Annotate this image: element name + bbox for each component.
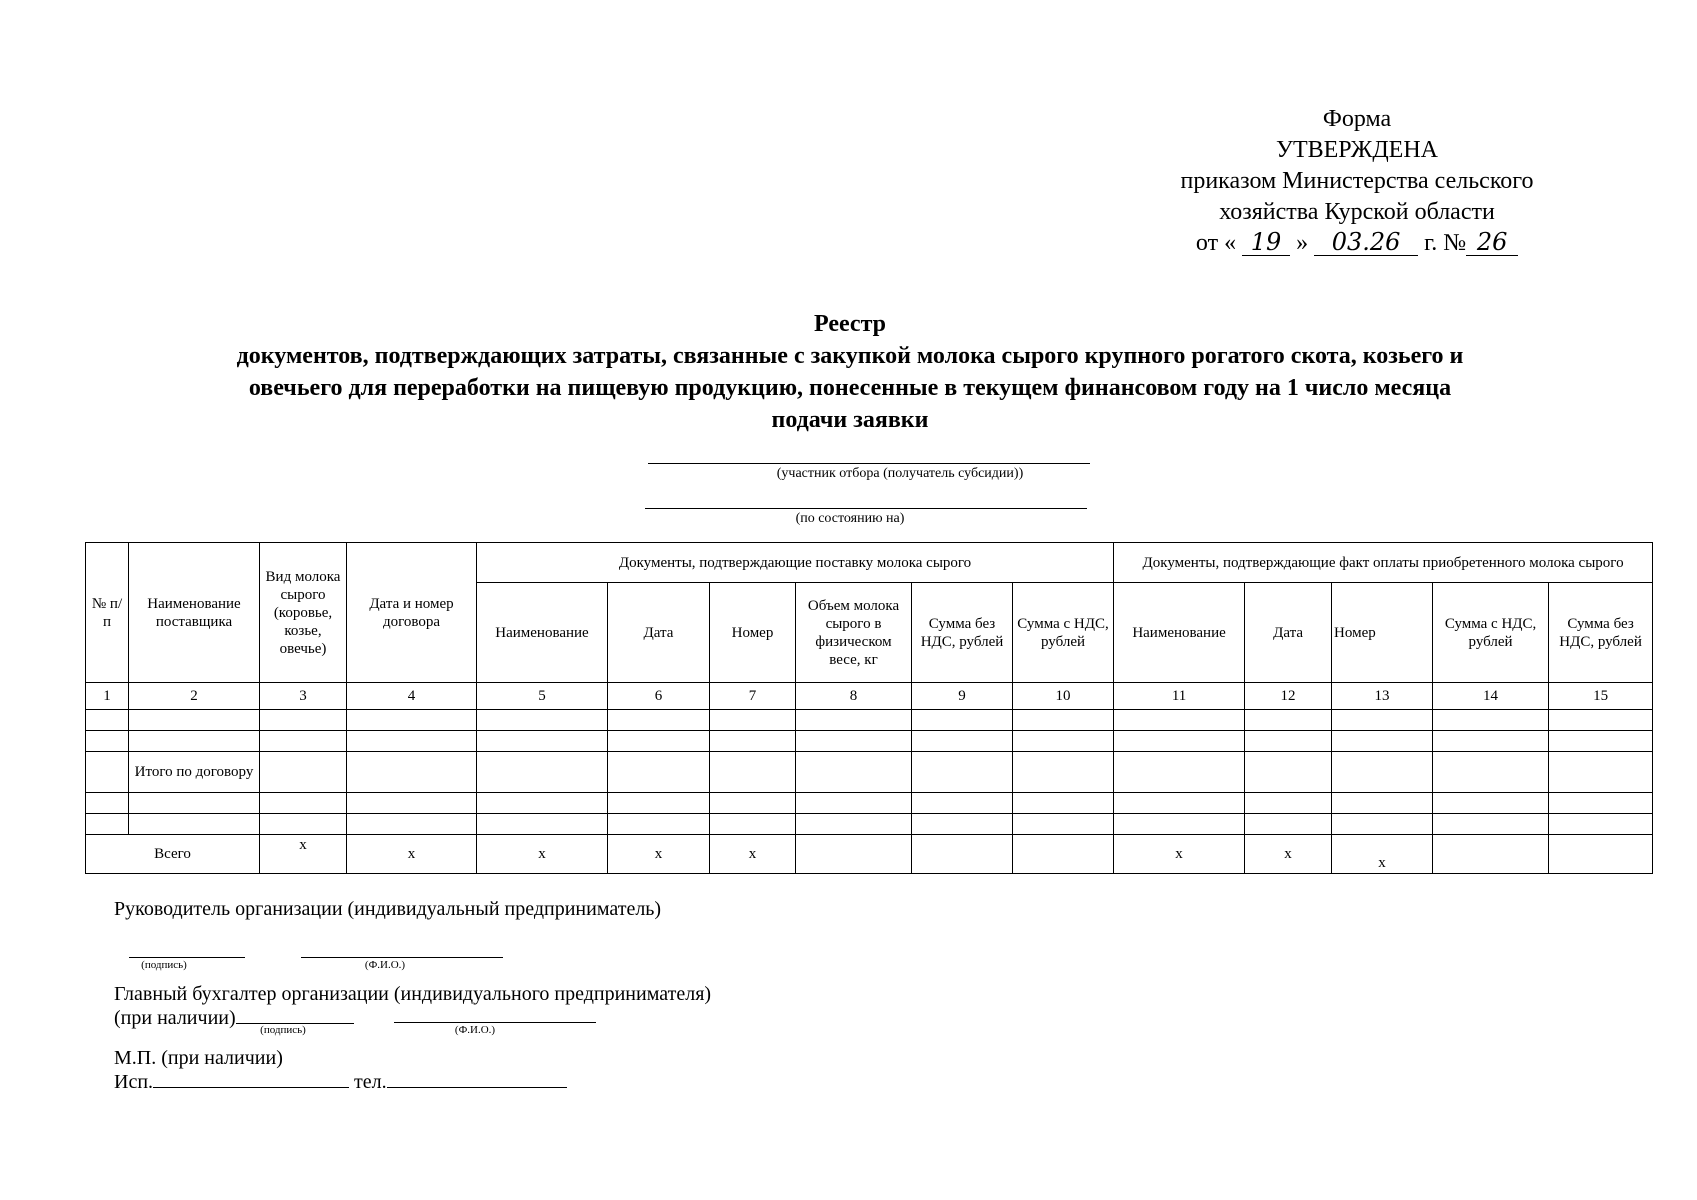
table-row [86, 731, 1653, 752]
grand-total-row [86, 835, 1653, 874]
col-header-num: № п/п [86, 543, 129, 683]
table-cell [86, 814, 129, 835]
table-row [86, 793, 1653, 814]
table-cell [86, 752, 129, 793]
table-cell [796, 814, 912, 835]
head-signature-label: Руководитель организации (индивидуальный предприниматель) [114, 898, 662, 920]
subtotal-row [86, 752, 1653, 793]
col-number: 11 [1114, 683, 1245, 710]
total-cell: x [347, 835, 477, 874]
col-header-supply-name: Наименование [477, 583, 608, 683]
col-header-payment-sum-no-vat: Сумма без НДС, рублей [1549, 583, 1653, 683]
table-cell [260, 710, 347, 731]
col-number: 7 [710, 683, 796, 710]
total-cell [796, 835, 912, 874]
table-cell [1013, 793, 1114, 814]
approval-form-label: Форма [1322, 106, 1392, 132]
table-cell [347, 752, 477, 793]
table-cell [1332, 710, 1433, 731]
table-cell [1114, 814, 1245, 835]
col-header-supply-sum-vat: Сумма с НДС, рублей [1013, 583, 1114, 683]
table-cell [912, 710, 1013, 731]
handwritten-day: 19 [1242, 229, 1290, 256]
total-cell: x [710, 835, 796, 874]
stamp-label: М.П. (при наличии) [114, 1047, 283, 1069]
col-number: 8 [796, 683, 912, 710]
table-cell [1114, 752, 1245, 793]
table-cell [1433, 752, 1549, 793]
table-cell [1245, 710, 1332, 731]
table-cell [477, 814, 608, 835]
table-cell [1114, 710, 1245, 731]
table-cell [1013, 710, 1114, 731]
col-group-payment-docs: Документы, подтверждающие факт оплаты приобретенного молока сырого [1114, 543, 1653, 583]
total-cell [1549, 835, 1653, 874]
total-cell [912, 835, 1013, 874]
table-row [86, 814, 1653, 835]
total-cell: x [1245, 835, 1332, 874]
document-title [100, 308, 1600, 436]
col-number: 15 [1549, 683, 1653, 710]
col-header-payment-number: Номер [1332, 583, 1433, 683]
total-cell: x [1114, 835, 1245, 874]
handwritten-order-number: 26 [1466, 229, 1518, 256]
total-cell [1013, 835, 1114, 874]
date-year-suffix: г. № [1424, 230, 1467, 256]
approval-ministry-line: хозяйства Курской области [1219, 199, 1495, 225]
table-cell [710, 814, 796, 835]
col-header-milk-type: Вид молока сырого (коровье, козье, овечье) [260, 543, 347, 683]
table-cell [260, 731, 347, 752]
table-cell [1433, 814, 1549, 835]
table-cell [1013, 731, 1114, 752]
table-cell [1549, 752, 1653, 793]
table-cell [1433, 710, 1549, 731]
table-cell [608, 793, 710, 814]
column-numbers-row [86, 683, 1653, 710]
table-cell [1332, 793, 1433, 814]
registry-table [85, 542, 1653, 874]
title-line-3: овечьего для переработки на пищевую продукцию, понесенные в текущем финансовом году на 1 число месяца [248, 375, 1452, 401]
executor-label: Исп. [114, 1071, 154, 1093]
date-mid: » [1296, 230, 1309, 256]
approval-order-line: приказом Министерства сельского [1180, 168, 1534, 194]
table-cell [129, 731, 260, 752]
total-cell: x [1332, 835, 1433, 874]
table-cell [912, 752, 1013, 793]
total-cell [1433, 835, 1549, 874]
table-cell [1549, 793, 1653, 814]
col-number: 4 [347, 683, 477, 710]
table-cell [1114, 731, 1245, 752]
head-name-blank [301, 957, 503, 958]
table-cell [608, 731, 710, 752]
phone-blank [387, 1087, 567, 1088]
col-header-supply-sum-no-vat: Сумма без НДС, рублей [912, 583, 1013, 683]
executor-blank [153, 1087, 349, 1088]
participant-blank-line [648, 463, 1090, 464]
col-number: 9 [912, 683, 1013, 710]
col-number: 13 [1332, 683, 1433, 710]
total-cell: x [260, 835, 347, 874]
table-cell [260, 814, 347, 835]
as-of-caption: (по состоянию на) [795, 511, 905, 526]
table-cell [347, 710, 477, 731]
table-cell [710, 710, 796, 731]
table-cell [1332, 814, 1433, 835]
date-prefix: от « [1195, 230, 1237, 256]
table-cell [912, 814, 1013, 835]
title-line-4: подачи заявки [771, 407, 929, 433]
approval-block [1147, 104, 1567, 259]
accountant-name-caption: (Ф.И.О.) [454, 1024, 496, 1036]
total-cell: x [477, 835, 608, 874]
table-cell [347, 814, 477, 835]
table-cell [1114, 793, 1245, 814]
col-number: 3 [260, 683, 347, 710]
table-cell [1549, 731, 1653, 752]
table-cell [129, 814, 260, 835]
col-group-supply-docs: Документы, подтверждающие поставку молока сырого [477, 543, 1114, 583]
table-cell [260, 793, 347, 814]
table-row [86, 710, 1653, 731]
table-cell [1013, 752, 1114, 793]
table-cell [129, 710, 260, 731]
executor-line [114, 1070, 567, 1094]
col-header-supplier: Наименование поставщика [129, 543, 260, 683]
col-number: 10 [1013, 683, 1114, 710]
table-cell [347, 731, 477, 752]
table-cell [912, 731, 1013, 752]
table-cell [1332, 752, 1433, 793]
table-cell [477, 731, 608, 752]
table-cell [1433, 793, 1549, 814]
grand-total-label: Всего [86, 835, 260, 874]
table-cell [1245, 731, 1332, 752]
table-cell [710, 793, 796, 814]
table-cell [608, 710, 710, 731]
table-cell [260, 752, 347, 793]
col-number: 2 [129, 683, 260, 710]
approval-approved-label: УТВЕРЖДЕНА [1275, 137, 1439, 163]
head-signature-blank [129, 957, 245, 958]
table-cell [347, 793, 477, 814]
col-number: 6 [608, 683, 710, 710]
table-cell [1245, 752, 1332, 793]
col-header-payment-date: Дата [1245, 583, 1332, 683]
accountant-name-blank [394, 1022, 596, 1023]
table-cell [608, 752, 710, 793]
table-cell [1013, 814, 1114, 835]
as-of-blank-line [645, 508, 1087, 509]
table-cell [1549, 710, 1653, 731]
header-row-1 [86, 543, 1653, 583]
table-cell [477, 710, 608, 731]
table-cell [86, 710, 129, 731]
table-cell [1433, 731, 1549, 752]
participant-caption: (участник отбора (получатель субсидии)) [776, 466, 1024, 481]
accountant-signature-caption: (подпись) [260, 1024, 306, 1036]
total-cell: x [608, 835, 710, 874]
title-registry: Реестр [813, 311, 887, 337]
col-header-payment-sum-vat: Сумма с НДС, рублей [1433, 583, 1549, 683]
head-name-caption: (Ф.И.О.) [364, 959, 406, 971]
table-cell [710, 731, 796, 752]
table-cell [477, 752, 608, 793]
table-cell [608, 814, 710, 835]
phone-label: тел. [354, 1071, 387, 1093]
table-cell [477, 793, 608, 814]
title-line-2: документов, подтверждающих затраты, связанные с закупкой молока сырого крупного рогатого скота, козьего и [236, 343, 1464, 369]
col-header-supply-number: Номер [710, 583, 796, 683]
approval-date-line [1147, 228, 1567, 259]
subtotal-label: Итого по договору [129, 752, 260, 793]
col-header-contract: Дата и номер договора [347, 543, 477, 683]
table-cell [129, 793, 260, 814]
table-cell [710, 752, 796, 793]
col-header-supply-volume: Объем молока сырого в физическом весе, кг [796, 583, 912, 683]
table-cell [86, 793, 129, 814]
table-cell [796, 752, 912, 793]
table-cell [1245, 793, 1332, 814]
table-cell [1245, 814, 1332, 835]
table-cell [796, 731, 912, 752]
col-header-payment-name: Наименование [1114, 583, 1245, 683]
accountant-label: Главный бухгалтер организации (индивидуального предпринимателя) [114, 983, 712, 1005]
table-cell [796, 710, 912, 731]
col-number: 14 [1433, 683, 1549, 710]
handwritten-month-year: 03.26 [1314, 229, 1418, 256]
col-header-supply-date: Дата [608, 583, 710, 683]
accountant-if-any-text: (при наличии) [114, 1007, 236, 1029]
head-signature-caption: (подпись) [141, 959, 187, 971]
col-number: 12 [1245, 683, 1332, 710]
table-cell [912, 793, 1013, 814]
table-cell [796, 793, 912, 814]
table-cell [1549, 814, 1653, 835]
col-number: 1 [86, 683, 129, 710]
table-cell [1332, 731, 1433, 752]
col-number: 5 [477, 683, 608, 710]
table-cell [86, 731, 129, 752]
